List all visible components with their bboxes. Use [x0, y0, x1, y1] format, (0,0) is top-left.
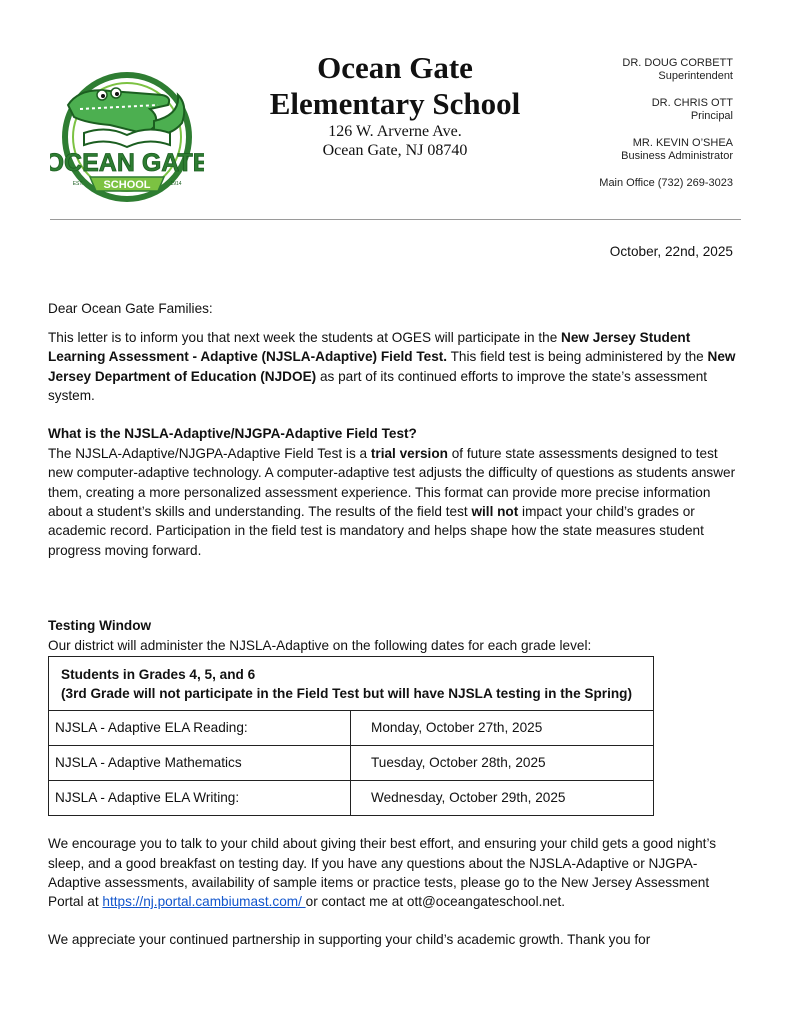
table-row	[49, 746, 654, 781]
table-row	[49, 781, 654, 816]
table-header-line2: (3rd Grade will not participate in the Field Test but will have NJSLA testing in the Spring)	[61, 685, 632, 701]
staff-name: MR. KEVIN O’SHEA	[632, 137, 733, 149]
table-row	[49, 711, 654, 746]
school-name-line1: Ocean Gate	[317, 50, 473, 85]
intro-text-1: This letter is to inform you that next week the students at OGES will participate in the	[48, 329, 562, 345]
encourage-text-2: or contact me at ott@oceangateschool.net.	[305, 894, 566, 910]
what-heading: What is the NJSLA-Adaptive/NJGPA-Adaptive Field Test?	[48, 426, 417, 442]
staff-name: DR. CHRIS OTT	[651, 97, 733, 109]
school-logo	[50, 65, 204, 203]
encourage-paragraph	[48, 834, 738, 912]
logo-year: 1914	[170, 181, 182, 187]
intro-paragraph	[48, 328, 738, 406]
logo-band-text: SCHOOL	[103, 179, 151, 191]
table-header-row	[49, 657, 654, 711]
header-divider	[50, 219, 741, 220]
what-paragraph	[48, 444, 738, 560]
staff-principal	[533, 97, 733, 123]
staff-business-admin	[533, 137, 733, 163]
staff-superintendent	[533, 57, 733, 83]
what-text-2: of future state assessments designed to test new computer-adaptive technology. A computer-adaptive test adjusts the difficulty of questions as students answer them, creating a more personalized assessment experience. This format can provide more precise information about a student’s skills and understanding. The results of the field test	[48, 445, 736, 520]
intro-text-2: This field test is being administered by the	[447, 349, 708, 365]
intro-text-3: as part of its continued efforts to improve the state’s assessment system.	[48, 368, 708, 404]
test-date-cell: Wednesday, October 29th, 2025	[351, 781, 654, 816]
what-bold-2: will not	[471, 504, 519, 520]
school-header	[250, 50, 540, 160]
salutation: Dear Ocean Gate Families:	[48, 301, 213, 317]
appreciate-paragraph: We appreciate your continued partnership in supporting your child’s academic growth. Thank you for	[48, 931, 651, 947]
main-office-phone: Main Office (732) 269-3023	[599, 177, 733, 189]
what-bold-1: trial version	[370, 445, 448, 461]
staff-title: Principal	[690, 110, 733, 122]
logo-est: EST.	[72, 181, 84, 187]
what-text-1: The NJSLA-Adaptive/NJGPA-Adaptive Field Test is a	[48, 445, 371, 461]
staff-title: Business Administrator	[621, 150, 733, 162]
testing-window-intro: Our district will administer the NJSLA-Adaptive on the following dates for each grade level:	[48, 637, 592, 653]
logo-title: OCEAN GATE	[50, 149, 204, 177]
test-name-cell: NJSLA - Adaptive ELA Reading:	[49, 711, 351, 746]
intro-bold-2: New Jersey Department of Education (NJDOE)	[48, 349, 736, 384]
encourage-text-1: We encourage you to talk to your child about giving their best effort, and ensuring your child gets a good night’s sleep, and a good breakfast on testing day. If you have any questions about the NJSLA-Adaptive or NJGPA-Adaptive assessments, availability of sample items or practice tests, please go to the New Jersey Assessment Portal at	[48, 836, 717, 910]
testing-window-heading: Testing Window	[48, 618, 152, 634]
testing-schedule-table	[48, 656, 654, 816]
address-line1: 126 W. Arverne Ave.	[328, 123, 462, 140]
test-date-cell: Tuesday, October 28th, 2025	[351, 746, 654, 781]
school-name-line2: Elementary School	[269, 86, 521, 121]
test-date-cell: Monday, October 27th, 2025	[351, 711, 654, 746]
test-name-cell: NJSLA - Adaptive Mathematics	[49, 746, 351, 781]
intro-bold-1: New Jersey Student Learning Assessment - Adaptive (NJSLA-Adaptive) Field Test.	[48, 329, 691, 365]
alligator-pupil-left	[101, 94, 105, 98]
table-header-cell	[49, 657, 654, 711]
letter-body	[48, 230, 738, 949]
test-name-cell: NJSLA - Adaptive ELA Writing:	[49, 781, 351, 816]
staff-name: DR. DOUG CORBETT	[622, 57, 733, 69]
staff-list	[533, 57, 733, 190]
table-header-line1: Students in Grades 4, 5, and 6	[61, 666, 256, 682]
address-line2: Ocean Gate, NJ 08740	[322, 142, 468, 159]
staff-title: Superintendent	[658, 70, 733, 82]
what-text-3: impact your child’s grades or academic record. Participation in the field test is mandatory and helps shape how the state measures student progress moving forward.	[48, 504, 704, 558]
letter-date: October, 22nd, 2025	[609, 244, 733, 259]
alligator-logo-icon	[50, 65, 204, 203]
assessment-portal-link[interactable]: https://nj.portal.cambiumast.com/	[102, 894, 306, 910]
alligator-pupil-right	[115, 92, 119, 96]
